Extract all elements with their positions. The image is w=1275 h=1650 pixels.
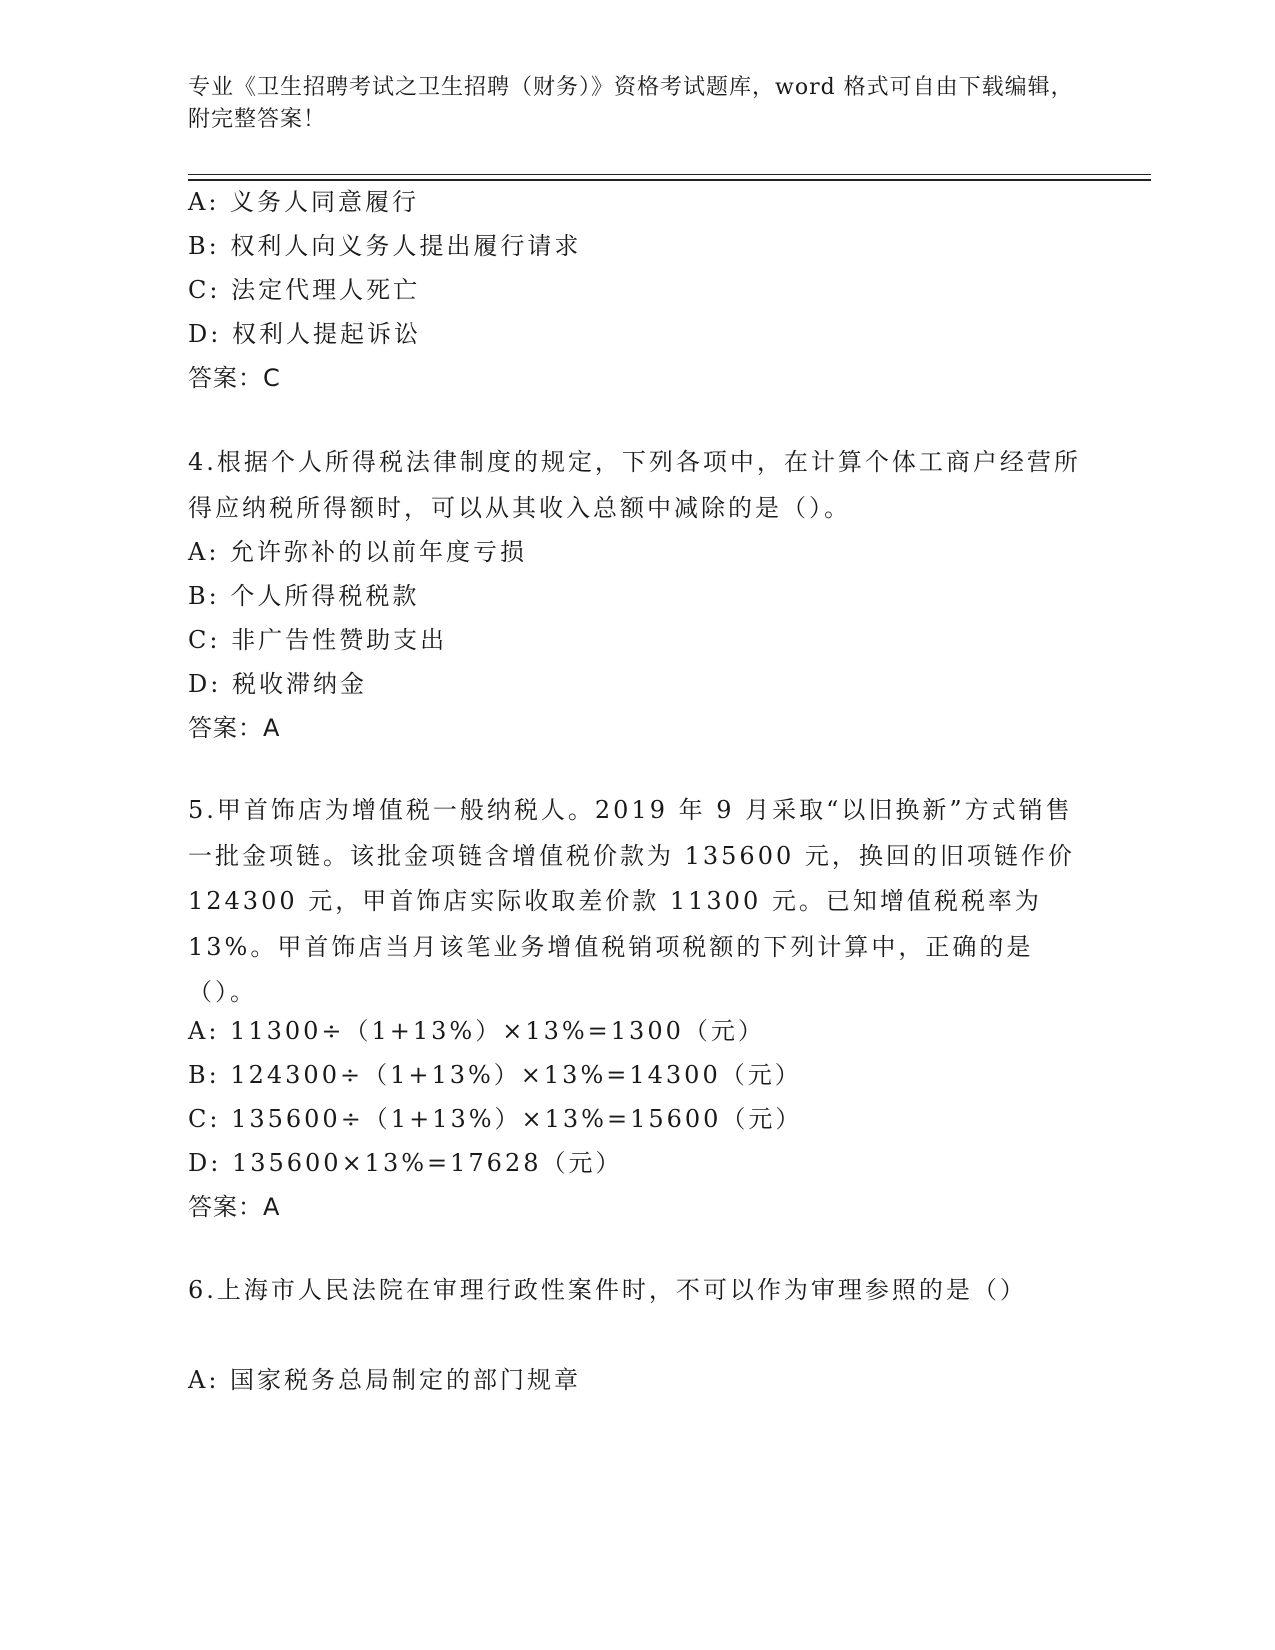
q5-option-d: D: 135600×13%=17628（元） — [188, 1149, 623, 1177]
header-divider-thin — [188, 174, 1151, 175]
q4-question-text: 4.根据个人所得税法律制度的规定，下列各项中，在计算个体工商户经营所得应纳税所得额时，可以从其收入总额中减除的是（）。 — [188, 448, 1081, 522]
q4-option-b: B: 个人所得税税款 — [188, 582, 420, 610]
q5-question-text: 5.甲首饰店为增值税一般纳税人。2019 年 9 月采取“以旧换新”方式销售一批金项链。该批金项链含增值税价款为 135600 元，换回的旧项链作价 124300 元，甲首饰店实际收取差价款 11300 元。已知增值税税率为 13%。甲首饰店当月该笔业务增值税销项税额的下列计算中，正确的是（）。 — [188, 796, 1075, 1006]
q3-option-d: D: 权利人提起诉讼 — [188, 320, 421, 348]
q5-option-a: A: 11300÷（1+13%）×13%=1300（元） — [188, 1017, 765, 1045]
q3-answer: 答案：C — [188, 364, 281, 392]
q3-option-a: A: 义务人同意履行 — [188, 188, 420, 216]
q3-option-c: C: 法定代理人死亡 — [188, 276, 421, 304]
q4-option-a: A: 允许弥补的以前年度亏损 — [188, 538, 528, 566]
q6-option-a: A: 国家税务总局制定的部门规章 — [188, 1366, 582, 1394]
q5-option-c: C: 135600÷（1+13%）×13%=15600（元） — [188, 1105, 803, 1133]
q5-option-b: B: 124300÷（1+13%）×13%=14300（元） — [188, 1061, 802, 1089]
q4-option-d: D: 税收滞纳金 — [188, 670, 367, 698]
q5-answer: 答案：A — [188, 1193, 281, 1221]
header-divider-thick — [188, 179, 1151, 181]
q6-question-text: 6.上海市人民法院在审理行政性案件时，不可以作为审理参照的是（） — [188, 1276, 1027, 1304]
q4-answer: 答案：A — [188, 714, 281, 742]
document-header: 专业《卫生招聘考试之卫生招聘（财务）》资格考试题库，word 格式可自由下载编辑，附完整答案！ — [188, 75, 1074, 132]
q4-option-c: C: 非广告性赞助支出 — [188, 626, 448, 654]
q3-option-b: B: 权利人向义务人提出履行请求 — [188, 232, 582, 260]
